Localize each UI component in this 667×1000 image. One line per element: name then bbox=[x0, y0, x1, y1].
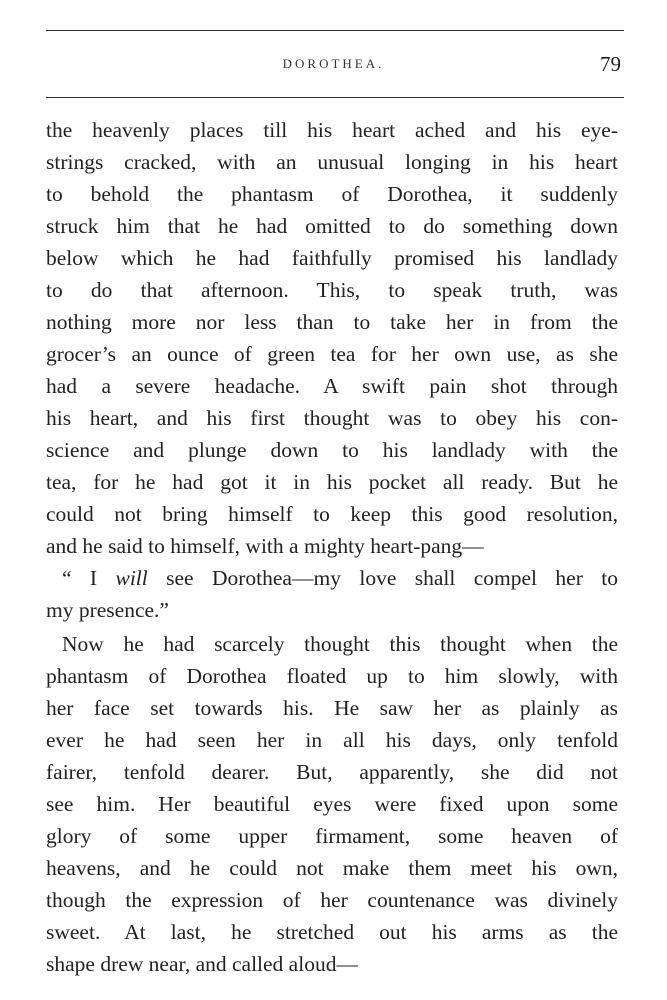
text-line: strings cracked, with an unusual longing in his heart bbox=[46, 150, 618, 174]
text-line: could not bring himself to keep this good resolution, bbox=[46, 502, 618, 526]
text-line: fairer, tenfold dearer. But, apparently, she did not bbox=[46, 760, 618, 784]
text-line: phantasm of Dorothea floated up to him slowly, with bbox=[46, 664, 618, 688]
text-line: to behold the phantasm of Dorothea, it suddenly bbox=[46, 182, 618, 206]
header-top-rule bbox=[46, 30, 624, 31]
text-line: her face set towards his. He saw her as plainly as bbox=[46, 696, 618, 720]
text-line: to do that afternoon. This, to speak truth, was bbox=[46, 278, 618, 302]
emphasis-will: will bbox=[115, 566, 148, 590]
page-number: 79 bbox=[600, 52, 621, 76]
text-line: had a severe headache. A swift pain shot through bbox=[46, 374, 618, 398]
quote-line bbox=[62, 562, 618, 594]
text-line: sweet. At last, he stretched out his arms as the bbox=[46, 920, 618, 944]
running-head-title: DOROTHEA. bbox=[282, 56, 385, 71]
quote-rest-text: see Dorothea—my love shall compel her to bbox=[147, 566, 618, 590]
text-line: below which he had faithfully promised his landlady bbox=[46, 246, 618, 270]
text-line: science and plunge down to his landlady with the bbox=[46, 438, 618, 462]
header-bottom-rule bbox=[46, 97, 624, 98]
text-line: grocer’s an ounce of green tea for her own use, as she bbox=[46, 342, 618, 366]
text-line: and he said to himself, with a mighty heart-pang— bbox=[46, 534, 484, 558]
text-line: ever he had seen her in all his days, only tenfold bbox=[46, 728, 618, 752]
text-line: shape drew near, and called aloud— bbox=[46, 952, 358, 976]
quote-open-text: “ I bbox=[62, 566, 116, 590]
text-line: struck him that he had omitted to do something down bbox=[46, 214, 618, 238]
text-line: my presence.” bbox=[46, 598, 169, 622]
text-line: glory of some upper firmament, some heaven of bbox=[46, 824, 618, 848]
text-line: tea, for he had got it in his pocket all ready. But he bbox=[46, 470, 618, 494]
text-line: see him. Her beautiful eyes were fixed upon some bbox=[46, 792, 618, 816]
text-line: though the expression of her countenance was divinely bbox=[46, 888, 618, 912]
text-line: heavens, and he could not make them meet his own, bbox=[46, 856, 618, 880]
paragraph-start-line: Now he had scarcely thought this thought when the bbox=[62, 632, 618, 656]
text-line: the heavenly places till his heart ached and his eye- bbox=[46, 118, 618, 142]
text-line: nothing more nor less than to take her in from the bbox=[46, 310, 618, 334]
text-line: his heart, and his first thought was to obey his con- bbox=[46, 406, 618, 430]
